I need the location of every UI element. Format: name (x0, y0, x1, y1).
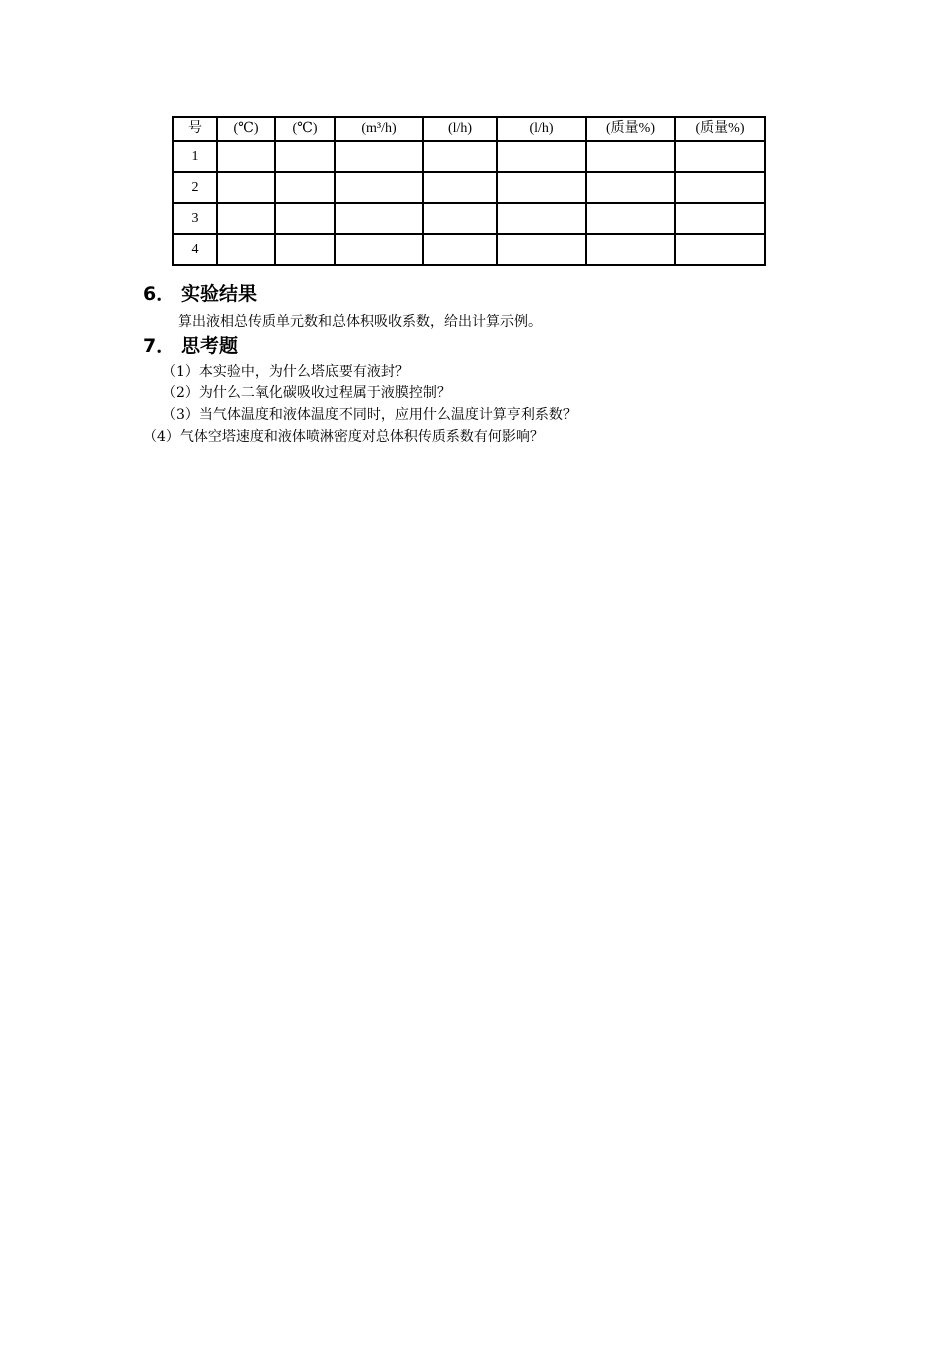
table-cell (217, 234, 275, 265)
header-cell: (m³/h) (335, 117, 423, 141)
data-table (172, 116, 766, 266)
header-cell: (℃) (275, 117, 335, 141)
header-cell: (质量%) (675, 117, 765, 141)
table-cell (217, 172, 275, 203)
section-7-title: 思考题 (181, 335, 239, 357)
table-cell (586, 172, 675, 203)
table-cell: 4 (173, 234, 217, 265)
table-cell (497, 234, 586, 265)
table-cell (423, 141, 497, 172)
table-cell: 2 (173, 172, 217, 203)
header-cell: (l/h) (497, 117, 586, 141)
table-cell (586, 234, 675, 265)
table-row (173, 203, 765, 234)
table-cell (675, 172, 765, 203)
table-cell: 3 (173, 203, 217, 234)
table-cell (275, 234, 335, 265)
table-cell (497, 203, 586, 234)
table-cell (217, 141, 275, 172)
section-7-number: 7． (143, 335, 176, 357)
question-item: （3）当气体温度和液体温度不同时，应用什么温度计算亨利系数？ (162, 407, 577, 423)
table-cell (275, 172, 335, 203)
table-header-row (173, 117, 765, 141)
header-cell: (l/h) (423, 117, 497, 141)
question-item: （1）本实验中，为什么塔底要有液封？ (162, 364, 409, 380)
question-item: （2）为什么二氧化碳吸收过程属于液膜控制？ (162, 385, 451, 401)
header-cell: (℃) (217, 117, 275, 141)
table-cell (675, 203, 765, 234)
header-cell: (质量%) (586, 117, 675, 141)
question-item: （4）气体空塔速度和液体喷淋密度对总体积传质系数有何影响？ (143, 429, 544, 445)
table-cell (423, 203, 497, 234)
table-cell (275, 141, 335, 172)
section-6-title: 实验结果 (181, 283, 258, 305)
table-cell (335, 234, 423, 265)
table-cell (586, 203, 675, 234)
table-cell (217, 203, 275, 234)
table-cell (335, 203, 423, 234)
table-cell (275, 203, 335, 234)
section-6-heading (143, 285, 257, 304)
table-cell: 1 (173, 141, 217, 172)
section-6-number: 6． (143, 283, 176, 305)
table-cell (423, 234, 497, 265)
section-7-heading (143, 337, 238, 356)
table-cell (675, 234, 765, 265)
table-row (173, 141, 765, 172)
header-cell: 号 (173, 117, 217, 141)
table-row (173, 234, 765, 265)
table-cell (497, 172, 586, 203)
table-cell (675, 141, 765, 172)
table-cell (335, 172, 423, 203)
table-row (173, 172, 765, 203)
table-cell (335, 141, 423, 172)
section-6-body: 算出液相总传质单元数和总体积吸收系数，给出计算示例。 (178, 314, 542, 330)
table-cell (586, 141, 675, 172)
table-cell (497, 141, 586, 172)
table-cell (423, 172, 497, 203)
